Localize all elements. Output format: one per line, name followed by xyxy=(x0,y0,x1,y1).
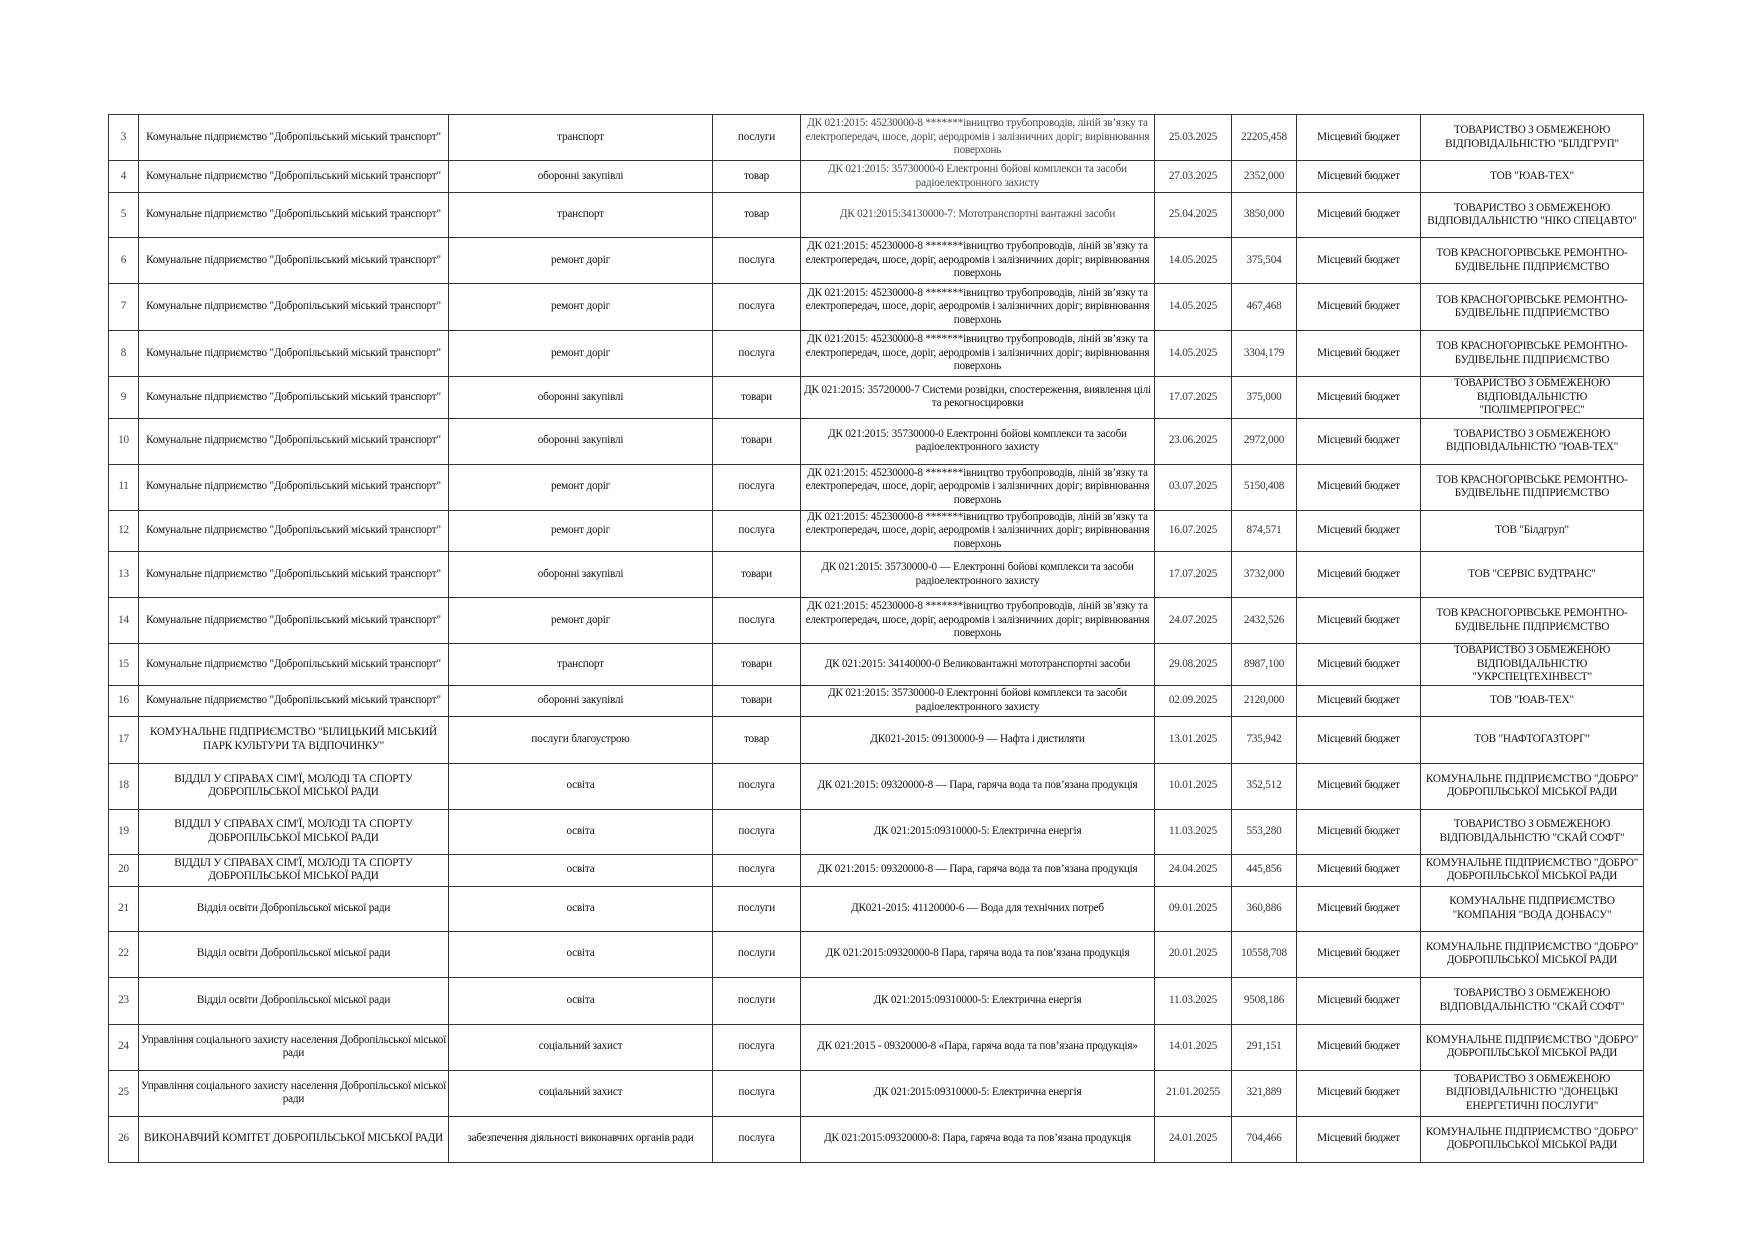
cell-customer: Комунальне підприємство "Добропільський міський транспорт" xyxy=(139,598,449,644)
cell-no: 8 xyxy=(109,331,139,377)
cell-customer: Комунальне підприємство "Добропільський міський транспорт" xyxy=(139,685,449,716)
cell-date: 14.05.2025 xyxy=(1155,331,1232,377)
cell-customer: Відділ освіти Добропільської міської ради xyxy=(139,886,449,931)
cell-source: Місцевий бюджет xyxy=(1297,685,1421,716)
table-row xyxy=(109,685,1644,716)
cell-category: ремонт доріг xyxy=(449,464,713,510)
cell-customer: Комунальне підприємство "Добропільський міський транспорт" xyxy=(139,377,449,419)
cell-date: 13.01.2025 xyxy=(1155,716,1232,763)
cell-customer: Комунальне підприємство "Добропільський міський транспорт" xyxy=(139,510,449,552)
cell-category: оборонні закупівлі xyxy=(449,418,713,464)
table-row xyxy=(109,1024,1644,1070)
cell-supplier: ТОВ "ЮАВ-ТЕХ" xyxy=(1421,685,1644,716)
cell-date: 11.03.2025 xyxy=(1155,809,1232,854)
cell-cpv: ДК 021:2015: 09320000-8 — Пара, гаряча вода та пов’язана продукція xyxy=(801,763,1155,809)
cell-amount: 704,466 xyxy=(1232,1116,1297,1162)
cell-amount: 2120,000 xyxy=(1232,685,1297,716)
cell-category: соціальний захист xyxy=(449,1024,713,1070)
cell-cpv: ДК 021:2015: 45230000-8 *******івництво трубопроводів, ліній зв’язку та електропередач, шосе, доріг, аеродромів і залізничних доріг; вирівнювання поверхонь xyxy=(801,598,1155,644)
cell-no: 5 xyxy=(109,193,139,238)
cell-type: послуга xyxy=(713,284,801,331)
cell-source: Місцевий бюджет xyxy=(1297,977,1421,1024)
cell-cpv: ДК 021:2015:09310000-5: Електрична енергія xyxy=(801,977,1155,1024)
cell-date: 02.09.2025 xyxy=(1155,685,1232,716)
cell-cpv: ДК 021:2015: 45230000-8 *******івництво трубопроводів, ліній зв’язку та електропередач, шосе, доріг, аеродромів і залізничних доріг; вирівнювання поверхонь xyxy=(801,238,1155,284)
cell-date: 14.05.2025 xyxy=(1155,284,1232,331)
cell-date: 24.04.2025 xyxy=(1155,854,1232,886)
cell-cpv: ДК 021:2015: 35730000-0 Електронні бойові комплекси та засоби радіоелектронного захисту xyxy=(801,685,1155,716)
cell-type: послуга xyxy=(713,510,801,552)
cell-type: товари xyxy=(713,685,801,716)
cell-cpv: ДК 021:2015: 35730000-0 Електронні бойові комплекси та засоби радіоелектронного захисту xyxy=(801,418,1155,464)
cell-date: 20.01.2025 xyxy=(1155,931,1232,977)
cell-cpv: ДК 021:2015: 35730000-0 — Електронні бойові комплекси та засоби радіоелектронного захисту xyxy=(801,552,1155,598)
cell-amount: 375,000 xyxy=(1232,377,1297,419)
cell-no: 4 xyxy=(109,161,139,193)
cell-category: транспорт xyxy=(449,644,713,686)
cell-source: Місцевий бюджет xyxy=(1297,161,1421,193)
cell-source: Місцевий бюджет xyxy=(1297,1116,1421,1162)
cell-cpv: ДК 021:2015: 45230000-8 *******івництво трубопроводів, ліній зв’язку та електропередач, шосе, доріг, аеродромів і залізничних доріг; вирівнювання поверхонь xyxy=(801,331,1155,377)
cell-type: послуга xyxy=(713,331,801,377)
table-row xyxy=(109,238,1644,284)
table-body xyxy=(109,115,1644,1163)
cell-amount: 375,504 xyxy=(1232,238,1297,284)
cell-no: 12 xyxy=(109,510,139,552)
cell-customer: Комунальне підприємство "Добропільський міський транспорт" xyxy=(139,331,449,377)
cell-amount: 735,942 xyxy=(1232,716,1297,763)
cell-date: 17.07.2025 xyxy=(1155,377,1232,419)
cell-cpv: ДК 021:2015: 35730000-0 Електронні бойові комплекси та засоби радіоелектронного захисту xyxy=(801,161,1155,193)
cell-category: транспорт xyxy=(449,115,713,161)
cell-supplier: ТОВ "СЕРВІС БУДТРАНС" xyxy=(1421,552,1644,598)
table-row xyxy=(109,418,1644,464)
table-row xyxy=(109,644,1644,686)
table-row xyxy=(109,977,1644,1024)
cell-customer: Відділ освіти Добропільської міської ради xyxy=(139,977,449,1024)
cell-type: товари xyxy=(713,644,801,686)
cell-no: 26 xyxy=(109,1116,139,1162)
cell-supplier: ТОВАРИСТВО З ОБМЕЖЕНОЮ ВІДПОВІДАЛЬНІСТЮ "НІКО СПЕЦАВТО" xyxy=(1421,193,1644,238)
cell-no: 14 xyxy=(109,598,139,644)
cell-supplier: ТОВ "ЮАВ-ТЕХ" xyxy=(1421,161,1644,193)
cell-no: 22 xyxy=(109,931,139,977)
cell-type: послуга xyxy=(713,1024,801,1070)
cell-date: 24.07.2025 xyxy=(1155,598,1232,644)
cell-type: товари xyxy=(713,552,801,598)
cell-supplier: ТОВАРИСТВО З ОБМЕЖЕНОЮ ВІДПОВІДАЛЬНІСТЮ "ПОЛІМЕРПРОГРЕС" xyxy=(1421,377,1644,419)
table-row xyxy=(109,854,1644,886)
cell-date: 17.07.2025 xyxy=(1155,552,1232,598)
cell-date: 29.08.2025 xyxy=(1155,644,1232,686)
cell-type: послуги xyxy=(713,931,801,977)
cell-amount: 467,468 xyxy=(1232,284,1297,331)
cell-no: 9 xyxy=(109,377,139,419)
table-row xyxy=(109,552,1644,598)
cell-type: товари xyxy=(713,377,801,419)
cell-category: оборонні закупівлі xyxy=(449,685,713,716)
cell-amount: 3732,000 xyxy=(1232,552,1297,598)
cell-no: 17 xyxy=(109,716,139,763)
cell-amount: 10558,708 xyxy=(1232,931,1297,977)
cell-cpv: ДК 021:2015: 34140000-0 Великовантажні мототранспортні засоби xyxy=(801,644,1155,686)
cell-cpv: ДК 021:2015:09310000-5: Електрична енергія xyxy=(801,1070,1155,1116)
cell-date: 09.01.2025 xyxy=(1155,886,1232,931)
cell-category: освіта xyxy=(449,931,713,977)
cell-no: 6 xyxy=(109,238,139,284)
table-row xyxy=(109,161,1644,193)
cell-supplier: КОМУНАЛЬНЕ ПІДПРИЄМСТВО "ДОБРО" ДОБРОПІЛЬСЬКОЇ МІСЬКОЇ РАДИ xyxy=(1421,931,1644,977)
cell-supplier: ТОВАРИСТВО З ОБМЕЖЕНОЮ ВІДПОВІДАЛЬНІСТЮ "ЮАВ-ТЕХ" xyxy=(1421,418,1644,464)
cell-cpv: ДК 021:2015:34130000-7: Мототранспортні вантажні засоби xyxy=(801,193,1155,238)
cell-amount: 874,571 xyxy=(1232,510,1297,552)
cell-customer: ВІДДІЛ У СПРАВАХ СІМ'Ї, МОЛОДІ ТА СПОРТУ ДОБРОПІЛЬСЬКОЇ МІСЬКОЇ РАДИ xyxy=(139,809,449,854)
cell-source: Місцевий бюджет xyxy=(1297,331,1421,377)
cell-type: товар xyxy=(713,161,801,193)
cell-type: послуга xyxy=(713,763,801,809)
cell-customer: ВІДДІЛ У СПРАВАХ СІМ'Ї, МОЛОДІ ТА СПОРТУ ДОБРОПІЛЬСЬКОЇ МІСЬКОЇ РАДИ xyxy=(139,854,449,886)
cell-category: ремонт доріг xyxy=(449,238,713,284)
cell-no: 11 xyxy=(109,464,139,510)
cell-category: ремонт доріг xyxy=(449,510,713,552)
cell-supplier: КОМУНАЛЬНЕ ПІДПРИЄМСТВО "ДОБРО" ДОБРОПІЛЬСЬКОЇ МІСЬКОЇ РАДИ xyxy=(1421,1116,1644,1162)
cell-amount: 2972,000 xyxy=(1232,418,1297,464)
cell-customer: Комунальне підприємство "Добропільський міський транспорт" xyxy=(139,161,449,193)
cell-cpv: ДК 021:2015: 09320000-8 — Пара, гаряча вода та пов’язана продукція xyxy=(801,854,1155,886)
cell-source: Місцевий бюджет xyxy=(1297,931,1421,977)
cell-no: 21 xyxy=(109,886,139,931)
cell-supplier: ТОВ КРАСНОГОРІВСЬКЕ РЕМОНТНО-БУДІВЕЛЬНЕ ПІДПРИЄМСТВО xyxy=(1421,598,1644,644)
cell-no: 20 xyxy=(109,854,139,886)
cell-source: Місцевий бюджет xyxy=(1297,552,1421,598)
cell-category: оборонні закупівлі xyxy=(449,552,713,598)
cell-date: 14.01.2025 xyxy=(1155,1024,1232,1070)
cell-amount: 3304,179 xyxy=(1232,331,1297,377)
cell-source: Місцевий бюджет xyxy=(1297,115,1421,161)
cell-date: 10.01.2025 xyxy=(1155,763,1232,809)
cell-customer: Комунальне підприємство "Добропільський міський транспорт" xyxy=(139,464,449,510)
cell-category: соціальний захист xyxy=(449,1070,713,1116)
cell-category: ремонт доріг xyxy=(449,598,713,644)
cell-no: 7 xyxy=(109,284,139,331)
cell-no: 23 xyxy=(109,977,139,1024)
cell-customer: ВИКОНАВЧИЙ КОМІТЕТ ДОБРОПІЛЬСЬКОЇ МІСЬКОЇ РАДИ xyxy=(139,1116,449,1162)
cell-source: Місцевий бюджет xyxy=(1297,886,1421,931)
cell-amount: 553,280 xyxy=(1232,809,1297,854)
cell-supplier: КОМУНАЛЬНЕ ПІДПРИЄМСТВО "ДОБРО" ДОБРОПІЛЬСЬКОЇ МІСЬКОЇ РАДИ xyxy=(1421,854,1644,886)
cell-no: 13 xyxy=(109,552,139,598)
cell-date: 23.06.2025 xyxy=(1155,418,1232,464)
cell-type: послуга xyxy=(713,1116,801,1162)
cell-date: 14.05.2025 xyxy=(1155,238,1232,284)
cell-source: Місцевий бюджет xyxy=(1297,193,1421,238)
cell-no: 15 xyxy=(109,644,139,686)
table-row xyxy=(109,1116,1644,1162)
cell-type: послуга xyxy=(713,238,801,284)
cell-source: Місцевий бюджет xyxy=(1297,598,1421,644)
cell-category: освіта xyxy=(449,977,713,1024)
cell-type: товар xyxy=(713,716,801,763)
cell-source: Місцевий бюджет xyxy=(1297,854,1421,886)
cell-supplier: ТОВАРИСТВО З ОБМЕЖЕНОЮ ВІДПОВІДАЛЬНІСТЮ "ДОНЕЦЬКІ ЕНЕРГЕТИЧНІ ПОСЛУГИ" xyxy=(1421,1070,1644,1116)
cell-cpv: ДК 021:2015: 45230000-8 *******івництво трубопроводів, ліній зв’язку та електропередач, шосе, доріг, аеродромів і залізничних доріг; вирівнювання поверхонь xyxy=(801,510,1155,552)
table-row xyxy=(109,284,1644,331)
cell-type: послуга xyxy=(713,464,801,510)
cell-customer: Комунальне підприємство "Добропільський міський транспорт" xyxy=(139,418,449,464)
cell-source: Місцевий бюджет xyxy=(1297,716,1421,763)
cell-amount: 352,512 xyxy=(1232,763,1297,809)
cell-cpv: ДК 021:2015: 45230000-8 *******івництво трубопроводів, ліній зв’язку та електропередач, шосе, доріг, аеродромів і залізничних доріг; вирівнювання поверхонь xyxy=(801,284,1155,331)
table-row xyxy=(109,377,1644,419)
cell-supplier: ТОВАРИСТВО З ОБМЕЖЕНОЮ ВІДПОВІДАЛЬНІСТЮ "БІЛДГРУП" xyxy=(1421,115,1644,161)
cell-source: Місцевий бюджет xyxy=(1297,763,1421,809)
cell-supplier: ТОВ "Білдгруп" xyxy=(1421,510,1644,552)
cell-customer: Управління соціального захисту населення Добропільської міської ради xyxy=(139,1024,449,1070)
table-row xyxy=(109,510,1644,552)
cell-source: Місцевий бюджет xyxy=(1297,1070,1421,1116)
cell-amount: 5150,408 xyxy=(1232,464,1297,510)
cell-date: 21.01.20255 xyxy=(1155,1070,1232,1116)
cell-supplier: ТОВ КРАСНОГОРІВСЬКЕ РЕМОНТНО-БУДІВЕЛЬНЕ ПІДПРИЄМСТВО xyxy=(1421,331,1644,377)
cell-supplier: ТОВ КРАСНОГОРІВСЬКЕ РЕМОНТНО-БУДІВЕЛЬНЕ ПІДПРИЄМСТВО xyxy=(1421,464,1644,510)
cell-type: послуги xyxy=(713,886,801,931)
table-row xyxy=(109,716,1644,763)
cell-type: послуга xyxy=(713,598,801,644)
cell-source: Місцевий бюджет xyxy=(1297,809,1421,854)
cell-cpv: ДК 021:2015: 45230000-8 *******івництво трубопроводів, ліній зв’язку та електропередач, шосе, доріг, аеродромів і залізничних доріг; вирівнювання поверхонь xyxy=(801,464,1155,510)
cell-type: послуга xyxy=(713,809,801,854)
table-row xyxy=(109,598,1644,644)
cell-category: ремонт доріг xyxy=(449,284,713,331)
cell-amount: 445,856 xyxy=(1232,854,1297,886)
cell-source: Місцевий бюджет xyxy=(1297,644,1421,686)
cell-cpv: ДК 021:2015:09320000-8: Пара, гаряча вода та пов’язана продукція xyxy=(801,1116,1155,1162)
cell-cpv: ДК021-2015: 41120000-6 — Вода для технічних потреб xyxy=(801,886,1155,931)
cell-cpv: ДК021-2015: 09130000-9 — Нафта і дистиляти xyxy=(801,716,1155,763)
cell-supplier: ТОВ "НАФТОГАЗТОРГ" xyxy=(1421,716,1644,763)
cell-category: освіта xyxy=(449,854,713,886)
table-row xyxy=(109,464,1644,510)
cell-category: освіта xyxy=(449,763,713,809)
cell-supplier: КОМУНАЛЬНЕ ПІДПРИЄМСТВО "ДОБРО" ДОБРОПІЛЬСЬКОЇ МІСЬКОЇ РАДИ xyxy=(1421,763,1644,809)
cell-category: оборонні закупівлі xyxy=(449,161,713,193)
cell-customer: Комунальне підприємство "Добропільський міський транспорт" xyxy=(139,115,449,161)
cell-customer: ВІДДІЛ У СПРАВАХ СІМ'Ї, МОЛОДІ ТА СПОРТУ ДОБРОПІЛЬСЬКОЇ МІСЬКОЇ РАДИ xyxy=(139,763,449,809)
cell-category: забезпечення діяльності виконавчих органів ради xyxy=(449,1116,713,1162)
table-row xyxy=(109,886,1644,931)
cell-source: Місцевий бюджет xyxy=(1297,1024,1421,1070)
table-row xyxy=(109,1070,1644,1116)
cell-date: 25.03.2025 xyxy=(1155,115,1232,161)
cell-type: послуга xyxy=(713,1070,801,1116)
cell-date: 16.07.2025 xyxy=(1155,510,1232,552)
cell-amount: 360,886 xyxy=(1232,886,1297,931)
cell-category: освіта xyxy=(449,809,713,854)
cell-supplier: КОМУНАЛЬНЕ ПІДПРИЄМСТВО "КОМПАНІЯ "ВОДА ДОНБАСУ" xyxy=(1421,886,1644,931)
cell-category: послуги благоустрою xyxy=(449,716,713,763)
cell-category: ремонт доріг xyxy=(449,331,713,377)
cell-amount: 9508,186 xyxy=(1232,977,1297,1024)
table-row xyxy=(109,809,1644,854)
table-row xyxy=(109,331,1644,377)
cell-type: послуги xyxy=(713,115,801,161)
cell-supplier: ТОВ КРАСНОГОРІВСЬКЕ РЕМОНТНО-БУДІВЕЛЬНЕ ПІДПРИЄМСТВО xyxy=(1421,284,1644,331)
cell-supplier: ТОВАРИСТВО З ОБМЕЖЕНОЮ ВІДПОВІДАЛЬНІСТЮ "УКРСПЕЦТЕХІНВЕСТ" xyxy=(1421,644,1644,686)
cell-supplier: ТОВАРИСТВО З ОБМЕЖЕНОЮ ВІДПОВІДАЛЬНІСТЮ "СКАЙ СОФТ" xyxy=(1421,809,1644,854)
cell-amount: 321,889 xyxy=(1232,1070,1297,1116)
cell-category: оборонні закупівлі xyxy=(449,377,713,419)
cell-type: послуги xyxy=(713,977,801,1024)
cell-amount: 2432,526 xyxy=(1232,598,1297,644)
cell-source: Місцевий бюджет xyxy=(1297,464,1421,510)
cell-cpv: ДК 021:2015 - 09320000-8 «Пара, гаряча вода та пов’язана продукція» xyxy=(801,1024,1155,1070)
cell-cpv: ДК 021:2015:09310000-5: Електрична енергія xyxy=(801,809,1155,854)
cell-supplier: ТОВАРИСТВО З ОБМЕЖЕНОЮ ВІДПОВІДАЛЬНІСТЮ "СКАЙ СОФТ" xyxy=(1421,977,1644,1024)
cell-cpv: ДК 021:2015: 35720000-7 Системи розвідки, спостереження, виявлення цілі та рекогносцировки xyxy=(801,377,1155,419)
cell-cpv: ДК 021:2015:09320000-8 Пара, гаряча вода та пов’язана продукція xyxy=(801,931,1155,977)
cell-date: 03.07.2025 xyxy=(1155,464,1232,510)
cell-cpv: ДК 021:2015: 45230000-8 *******івництво трубопроводів, ліній зв’язку та електропередач, шосе, доріг, аеродромів і залізничних доріг; вирівнювання поверхонь xyxy=(801,115,1155,161)
cell-supplier: ТОВ КРАСНОГОРІВСЬКЕ РЕМОНТНО-БУДІВЕЛЬНЕ ПІДПРИЄМСТВО xyxy=(1421,238,1644,284)
cell-type: послуга xyxy=(713,854,801,886)
table-row xyxy=(109,193,1644,238)
cell-no: 18 xyxy=(109,763,139,809)
cell-source: Місцевий бюджет xyxy=(1297,284,1421,331)
cell-source: Місцевий бюджет xyxy=(1297,510,1421,552)
cell-type: товари xyxy=(713,418,801,464)
cell-supplier: КОМУНАЛЬНЕ ПІДПРИЄМСТВО "ДОБРО" ДОБРОПІЛЬСЬКОЇ МІСЬКОЇ РАДИ xyxy=(1421,1024,1644,1070)
cell-customer: Комунальне підприємство "Добропільський міський транспорт" xyxy=(139,644,449,686)
cell-amount: 8987,100 xyxy=(1232,644,1297,686)
cell-type: товар xyxy=(713,193,801,238)
cell-source: Місцевий бюджет xyxy=(1297,238,1421,284)
cell-amount: 3850,000 xyxy=(1232,193,1297,238)
cell-no: 16 xyxy=(109,685,139,716)
cell-no: 10 xyxy=(109,418,139,464)
cell-date: 11.03.2025 xyxy=(1155,977,1232,1024)
cell-source: Місцевий бюджет xyxy=(1297,418,1421,464)
cell-amount: 22205,458 xyxy=(1232,115,1297,161)
procurement-table xyxy=(108,114,1644,1163)
cell-customer: Управління соціального захисту населення Добропільської міської ради xyxy=(139,1070,449,1116)
cell-customer: КОМУНАЛЬНЕ ПІДПРИЄМСТВО "БІЛИЦЬКИЙ МІСЬКИЙ ПАРК КУЛЬТУРИ ТА ВІДПОЧИНКУ" xyxy=(139,716,449,763)
cell-category: транспорт xyxy=(449,193,713,238)
cell-date: 24.01.2025 xyxy=(1155,1116,1232,1162)
cell-category: освіта xyxy=(449,886,713,931)
cell-no: 24 xyxy=(109,1024,139,1070)
cell-no: 25 xyxy=(109,1070,139,1116)
cell-customer: Комунальне підприємство "Добропільський міський транспорт" xyxy=(139,284,449,331)
cell-customer: Комунальне підприємство "Добропільський міський транспорт" xyxy=(139,193,449,238)
cell-customer: Відділ освіти Добропільської міської ради xyxy=(139,931,449,977)
cell-amount: 2352,000 xyxy=(1232,161,1297,193)
cell-source: Місцевий бюджет xyxy=(1297,377,1421,419)
cell-customer: Комунальне підприємство "Добропільський міський транспорт" xyxy=(139,238,449,284)
cell-amount: 291,151 xyxy=(1232,1024,1297,1070)
table-row xyxy=(109,931,1644,977)
table-row xyxy=(109,115,1644,161)
cell-date: 25.04.2025 xyxy=(1155,193,1232,238)
table-row xyxy=(109,763,1644,809)
cell-date: 27.03.2025 xyxy=(1155,161,1232,193)
cell-no: 19 xyxy=(109,809,139,854)
cell-customer: Комунальне підприємство "Добропільський міський транспорт" xyxy=(139,552,449,598)
cell-no: 3 xyxy=(109,115,139,161)
